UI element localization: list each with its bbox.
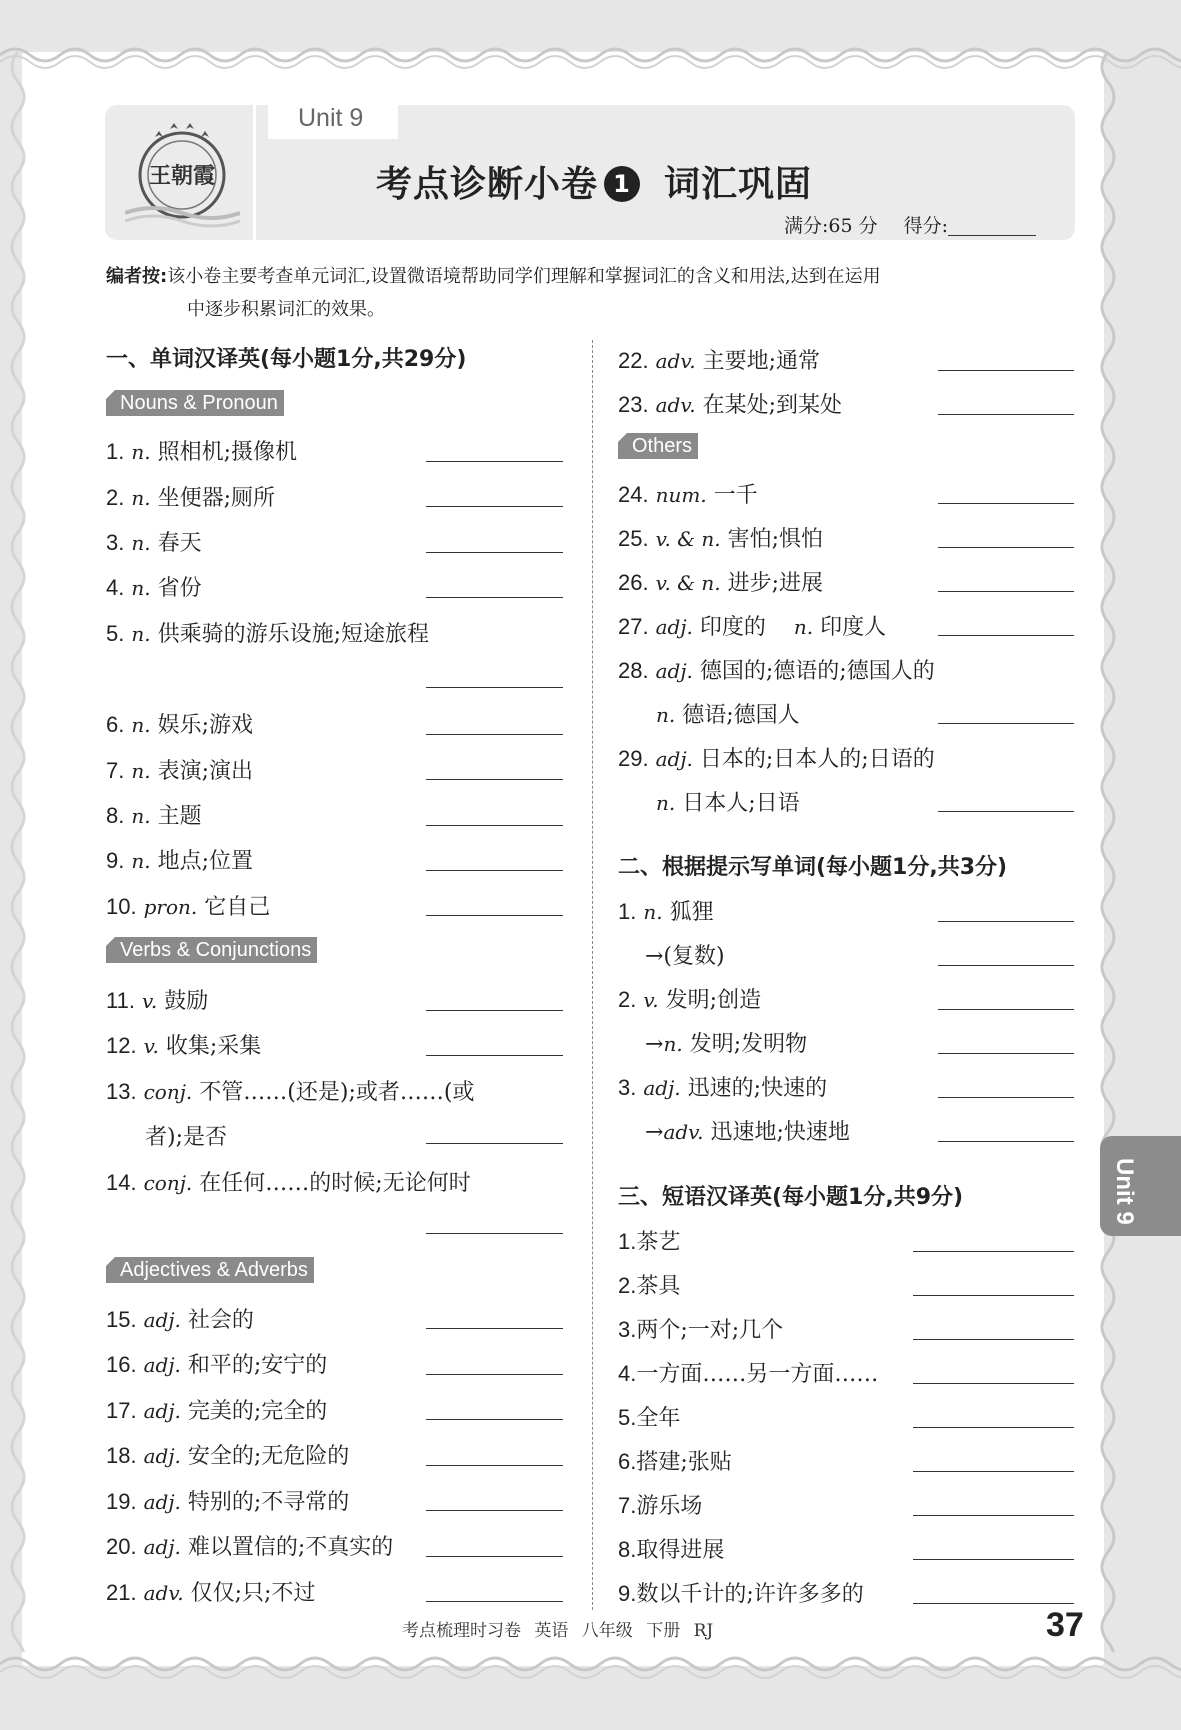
- part-of-speech: adv.: [655, 349, 696, 373]
- item-chinese-2: 日本人;日语: [682, 791, 800, 816]
- item-number: 21.: [106, 1580, 137, 1605]
- item-chinese: 游乐场: [636, 1494, 703, 1519]
- item-chinese: 省份: [157, 576, 202, 601]
- score-blank[interactable]: [948, 218, 1036, 236]
- vocab-item: [106, 1394, 327, 1425]
- vocab-item-continuation: [645, 1027, 807, 1058]
- item-chinese: 一千: [713, 483, 758, 508]
- item-chinese-continued: 者);是否: [145, 1125, 227, 1150]
- vocab-item: [618, 522, 823, 553]
- part-of-speech: adj.: [143, 1353, 181, 1377]
- part-of-speech: conj.: [143, 1080, 193, 1104]
- item-number: 16.: [106, 1352, 137, 1377]
- answer-blank[interactable]: [426, 1510, 563, 1511]
- publisher-seal-logo: [125, 115, 240, 230]
- part-of-speech: n.: [131, 576, 151, 600]
- item-number: 27.: [618, 614, 649, 639]
- item-chinese: 地点;位置: [157, 849, 254, 874]
- header-separator: [253, 105, 256, 240]
- vocab-item: [618, 1071, 827, 1102]
- answer-blank[interactable]: [938, 1009, 1074, 1010]
- vocab-item-continuation: [645, 1115, 850, 1146]
- part-of-speech: adv.: [143, 1581, 184, 1605]
- vocab-item: [106, 1348, 327, 1379]
- item-number: 8.: [106, 803, 125, 828]
- part-of-speech: adj.: [143, 1308, 181, 1332]
- vocab-item: [106, 844, 253, 875]
- answer-blank[interactable]: [938, 503, 1074, 504]
- answer-blank[interactable]: [938, 414, 1074, 415]
- part-of-speech: adj.: [655, 659, 693, 683]
- item-number: 29.: [618, 746, 649, 771]
- item-number: 2.: [106, 485, 125, 510]
- answer-blank[interactable]: [426, 915, 563, 916]
- vocab-item-continuation: [645, 939, 725, 970]
- vocab-item: [618, 344, 820, 375]
- item-chinese: 安全的;无危险的: [187, 1444, 350, 1469]
- vocab-item: [618, 895, 714, 926]
- item-number: 1.: [618, 899, 637, 924]
- item-number: 9.: [618, 1581, 637, 1606]
- item-number: 6.: [106, 712, 125, 737]
- editor-note-label: 编者按:: [106, 266, 168, 287]
- item-number: 5.: [106, 621, 125, 646]
- vocab-item: [106, 890, 270, 921]
- answer-blank[interactable]: [426, 734, 563, 735]
- logo-text: 王朝霞: [148, 163, 216, 189]
- part-of-speech: adj.: [655, 747, 693, 771]
- derived-chinese: 迅速地;快速地: [710, 1120, 850, 1145]
- answer-blank[interactable]: [913, 1515, 1074, 1516]
- answer-blank[interactable]: [426, 1055, 563, 1056]
- vocab-item: [618, 1533, 724, 1564]
- item-chinese: 日本的;日本人的;日语的: [699, 747, 935, 772]
- vocab-item: [106, 1166, 471, 1197]
- item-chinese: 社会的: [187, 1308, 254, 1333]
- answer-blank[interactable]: [938, 635, 1074, 636]
- part-of-speech: adv.: [655, 393, 696, 417]
- vocab-item: [106, 984, 208, 1015]
- part-of-speech: n.: [131, 440, 151, 464]
- answer-blank[interactable]: [938, 723, 1074, 724]
- item-chinese: 收集;采集: [165, 1034, 262, 1059]
- item-chinese: 茶艺: [636, 1230, 681, 1255]
- item-chinese: 搭建;张贴: [636, 1450, 732, 1475]
- part-of-speech: n.: [131, 849, 151, 873]
- derived-arrow: →: [645, 1032, 664, 1057]
- item-chinese: 德国的;德语的;德国人的: [699, 659, 935, 684]
- item-chinese: 鼓励: [164, 989, 209, 1014]
- derived-part-of-speech: adv.: [663, 1120, 704, 1144]
- subhead-verbs: Verbs & Conjunctions: [106, 937, 317, 963]
- vocab-item: [106, 1439, 349, 1470]
- part-of-speech: v.: [141, 989, 158, 1013]
- part-of-speech: adj.: [643, 1076, 681, 1100]
- vocab-item: [618, 983, 761, 1014]
- part-of-speech: n.: [643, 900, 663, 924]
- title-suffix: 词汇巩固: [664, 164, 813, 205]
- item-chinese: 春天: [157, 531, 202, 556]
- vocab-item: [618, 1445, 732, 1476]
- vocab-item: [618, 1357, 878, 1388]
- answer-blank[interactable]: [913, 1559, 1074, 1560]
- vocab-item: [106, 1075, 474, 1106]
- item-chinese: 数以千计的;许许多多的: [636, 1582, 864, 1607]
- full-score: 满分:65 分: [784, 215, 878, 237]
- answer-blank[interactable]: [938, 370, 1074, 371]
- item-number: 20.: [106, 1534, 137, 1559]
- part-of-speech-2: n.: [656, 703, 676, 727]
- section-3-heading: 三、短语汉译英(每小题1分,共9分): [618, 1185, 964, 1210]
- vocab-item: [106, 435, 297, 466]
- item-chinese: 取得进展: [636, 1538, 725, 1563]
- derived-arrow: →: [645, 1120, 664, 1145]
- answer-blank[interactable]: [426, 779, 563, 780]
- editor-note: [106, 260, 1076, 326]
- unit-label: Unit 9: [298, 104, 364, 132]
- answer-blank[interactable]: [913, 1339, 1074, 1340]
- answer-blank[interactable]: [426, 1465, 563, 1466]
- answer-blank[interactable]: [426, 1010, 563, 1011]
- part-of-speech: n.: [131, 713, 151, 737]
- answer-blank[interactable]: [426, 1419, 563, 1420]
- answer-blank[interactable]: [426, 870, 563, 871]
- answer-blank[interactable]: [426, 1233, 563, 1234]
- column-divider: [592, 340, 593, 1610]
- answer-blank[interactable]: [426, 687, 563, 688]
- vocab-item: [618, 1401, 680, 1432]
- item-chinese: 在某处;到某处: [702, 393, 843, 418]
- item-chinese: 它自己: [204, 895, 271, 920]
- item-number: 4.: [618, 1361, 637, 1386]
- part-of-speech: pron.: [143, 895, 198, 919]
- title-number-badge: 1: [604, 166, 640, 202]
- vocab-item: [618, 654, 935, 685]
- item-number: 17.: [106, 1398, 137, 1423]
- part-of-speech: adj.: [143, 1490, 181, 1514]
- item-number: 3.: [618, 1075, 637, 1100]
- vocab-item: [618, 388, 842, 419]
- footer-text: 考点梳理时习卷 英语 八年级 下册 RJ: [402, 1621, 714, 1641]
- item-chinese: 娱乐;游戏: [157, 713, 254, 738]
- vocab-item: [106, 799, 202, 830]
- item-chinese: 仅仅;只;不过: [190, 1581, 316, 1606]
- vocab-item: [106, 1576, 315, 1607]
- item-number: 7.: [618, 1493, 637, 1518]
- item-number: 25.: [618, 526, 649, 551]
- part-of-speech: v.: [643, 988, 659, 1012]
- answer-blank[interactable]: [426, 1374, 563, 1375]
- part-of-speech: n.: [131, 622, 151, 646]
- derived-arrow: →(复数): [645, 944, 725, 969]
- answer-blank[interactable]: [938, 921, 1074, 922]
- vocab-item: [106, 708, 253, 739]
- item-chinese: 照相机;摄像机: [157, 440, 298, 465]
- part-of-speech: v. & n.: [655, 527, 721, 551]
- item-number: 15.: [106, 1307, 137, 1332]
- item-number: 1.: [618, 1229, 637, 1254]
- score-area: [784, 211, 1036, 238]
- item-chinese: 供乘骑的游乐设施;短途旅程: [157, 622, 430, 647]
- answer-blank[interactable]: [426, 1601, 563, 1602]
- item-chinese: 坐便器;厕所: [157, 486, 276, 511]
- item-number: 3.: [618, 1317, 637, 1342]
- item-chinese: 茶具: [636, 1274, 681, 1299]
- answer-blank[interactable]: [913, 1471, 1074, 1472]
- part-of-speech: n.: [131, 486, 151, 510]
- vocab-item: [618, 478, 758, 509]
- item-chinese: 一方面……另一方面……: [636, 1362, 879, 1387]
- item-number: 7.: [106, 758, 125, 783]
- item-chinese: 迅速的;快速的: [687, 1076, 828, 1101]
- item-chinese: 狐狸: [669, 900, 714, 925]
- answer-blank[interactable]: [938, 965, 1074, 966]
- item-number: 19.: [106, 1489, 137, 1514]
- item-chinese: 印度的: [699, 615, 766, 640]
- answer-blank[interactable]: [938, 811, 1074, 812]
- vocab-item-continuation: [656, 786, 800, 817]
- section-1-heading: 一、单词汉译英(每小题1分,共29分): [106, 347, 467, 372]
- editor-note-line1: 该小卷主要考查单元词汇,设置微语境帮助同学们理解和掌握词汇的含义和用法,达到在运用: [167, 266, 881, 287]
- item-number: 4.: [106, 575, 125, 600]
- answer-blank[interactable]: [426, 825, 563, 826]
- vocab-item: [618, 1313, 783, 1344]
- item-number: 23.: [618, 392, 649, 417]
- item-chinese: 两个;一对;几个: [636, 1318, 784, 1343]
- section-2-heading: 二、根据提示写单词(每小题1分,共3分): [618, 855, 1008, 880]
- item-number: 1.: [106, 439, 125, 464]
- item-chinese: 害怕;惧怕: [727, 527, 824, 552]
- vocab-item: [106, 1029, 261, 1060]
- vocab-item: [106, 571, 202, 602]
- unit-side-tab-label: Unit 9: [1111, 1158, 1138, 1225]
- item-number: 6.: [618, 1449, 637, 1474]
- item-number: 26.: [618, 570, 649, 595]
- answer-blank[interactable]: [913, 1251, 1074, 1252]
- part-of-speech: adj.: [655, 615, 693, 639]
- vocab-item: [618, 1269, 680, 1300]
- page-number: 37: [1046, 1606, 1084, 1644]
- derived-part-of-speech: n.: [663, 1032, 683, 1056]
- item-number: 8.: [618, 1537, 637, 1562]
- item-number: 2.: [618, 987, 637, 1012]
- part-of-speech: n.: [131, 531, 151, 555]
- part-of-speech: v.: [143, 1034, 159, 1058]
- item-chinese: 全年: [636, 1406, 681, 1431]
- vocab-item: [618, 742, 935, 773]
- item-number: 3.: [106, 530, 125, 555]
- item-chinese: 进步;进展: [727, 571, 824, 596]
- vocab-item: [106, 526, 202, 557]
- vocab-item: [618, 1225, 680, 1256]
- answer-blank[interactable]: [913, 1427, 1074, 1428]
- item-chinese: 在任何……的时候;无论何时: [199, 1171, 471, 1196]
- item-number: 9.: [106, 848, 125, 873]
- answer-blank[interactable]: [426, 1143, 563, 1144]
- answer-blank[interactable]: [426, 1556, 563, 1557]
- item-number: 12.: [106, 1033, 137, 1058]
- answer-blank[interactable]: [426, 552, 563, 553]
- item-number: 24.: [618, 482, 649, 507]
- vocab-item-continuation: [656, 698, 800, 729]
- item-number: 18.: [106, 1443, 137, 1468]
- item-number: 28.: [618, 658, 649, 683]
- part-of-speech: v. & n.: [655, 571, 721, 595]
- item-chinese: 和平的;安宁的: [187, 1353, 328, 1378]
- item-number: 11.: [106, 988, 135, 1013]
- item-number: 2.: [618, 1273, 637, 1298]
- item-number: 5.: [618, 1405, 637, 1430]
- item-number: 10.: [106, 894, 137, 919]
- item-number: 14.: [106, 1170, 137, 1195]
- vocab-item: [618, 1489, 702, 1520]
- item-chinese: 完美的;完全的: [187, 1399, 328, 1424]
- page-title: [376, 156, 812, 207]
- item-chinese-2: 德语;德国人: [682, 703, 800, 728]
- item-chinese: 表演;演出: [157, 759, 254, 784]
- vocab-item: [618, 610, 886, 641]
- part-of-speech: n.: [131, 804, 151, 828]
- part-of-speech-2: n.: [793, 615, 814, 639]
- derived-chinese: 发明;发明物: [689, 1032, 808, 1057]
- answer-blank[interactable]: [913, 1383, 1074, 1384]
- part-of-speech: adj.: [143, 1444, 181, 1468]
- answer-blank[interactable]: [913, 1295, 1074, 1296]
- vocab-item: [106, 1485, 349, 1516]
- vocab-item: [618, 1577, 864, 1608]
- subhead-others: Others: [618, 433, 698, 459]
- answer-blank[interactable]: [913, 1603, 1074, 1604]
- part-of-speech: adj.: [143, 1535, 181, 1559]
- vocab-item: [106, 481, 275, 512]
- part-of-speech: adj.: [143, 1399, 181, 1423]
- item-number: 22.: [618, 348, 649, 373]
- part-of-speech: conj.: [143, 1171, 193, 1195]
- item-chinese: 主要地;通常: [702, 349, 821, 374]
- subhead-nouns: Nouns & Pronoun: [106, 390, 284, 416]
- answer-blank[interactable]: [426, 597, 563, 598]
- item-chinese-2: 印度人: [820, 615, 887, 640]
- answer-blank[interactable]: [938, 547, 1074, 548]
- item-chinese: 不管……(还是);或者……(或: [199, 1080, 475, 1105]
- answer-blank[interactable]: [426, 461, 563, 462]
- vocab-item-continuation: [145, 1120, 227, 1151]
- item-chinese: 难以置信的;不真实的: [187, 1535, 394, 1560]
- title-prefix: 考点诊断小卷: [376, 164, 599, 205]
- score-label: 得分:: [903, 215, 949, 237]
- answer-blank[interactable]: [938, 1141, 1074, 1142]
- answer-blank[interactable]: [938, 591, 1074, 592]
- item-chinese: 主题: [157, 804, 202, 829]
- answer-blank[interactable]: [426, 506, 563, 507]
- answer-blank[interactable]: [938, 1097, 1074, 1098]
- vocab-item: [618, 566, 823, 597]
- answer-blank[interactable]: [426, 1328, 563, 1329]
- subhead-adjectives: Adjectives & Adverbs: [106, 1257, 314, 1283]
- vocab-item: [106, 617, 429, 648]
- item-number: 13.: [106, 1079, 137, 1104]
- vocab-item: [106, 1530, 393, 1561]
- vocab-item: [106, 1303, 254, 1334]
- item-chinese: 发明;创造: [665, 988, 762, 1013]
- vocab-item: [106, 754, 253, 785]
- part-of-speech: n.: [131, 759, 151, 783]
- answer-blank[interactable]: [938, 1053, 1074, 1054]
- item-chinese: 特别的;不寻常的: [187, 1490, 350, 1515]
- editor-note-line2: 中逐步积累词汇的效果。: [187, 299, 385, 320]
- part-of-speech-2: n.: [656, 791, 676, 815]
- part-of-speech: num.: [655, 483, 707, 507]
